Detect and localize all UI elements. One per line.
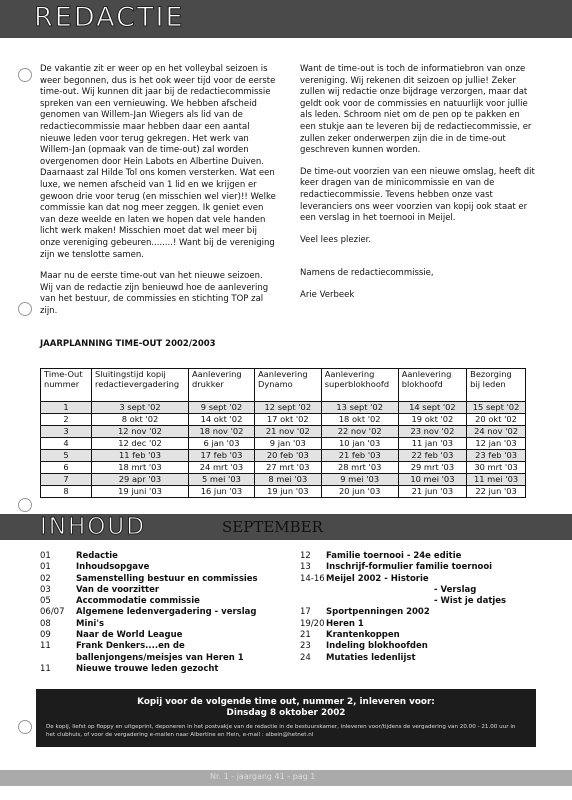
footer-bar	[0, 770, 572, 786]
contents-item-title: Meijel 2002 - Historie	[326, 573, 429, 584]
contents-item-title: Heren 1	[326, 618, 364, 629]
table-cell: 19 jun '03	[254, 486, 321, 498]
table-cell: 22 nov '02	[321, 426, 398, 438]
table-cell: 18 mrt '03	[92, 462, 189, 474]
article-paragraph: Maar nu de eerste time-out van het nieuwe seizoen. Wij van de redactie zijn benieuwd hoe de aanlevering van het bestuur, de commissies en stichting TOP zal zijn.	[40, 271, 269, 316]
table-cell: 29 mrt '03	[398, 462, 466, 474]
table-cell: 20 jun '03	[321, 486, 398, 498]
column-header: Aanlevering Dynamo	[254, 369, 321, 402]
table-cell: 17 feb '03	[189, 450, 255, 462]
column-header: Aanlevering drukker	[189, 369, 255, 402]
table-cell: 20 feb '03	[254, 450, 321, 462]
contents-page-number	[300, 596, 326, 607]
table-cell: 11 feb '03	[92, 450, 189, 462]
table-cell: 9 jan '03	[254, 438, 321, 450]
contents-item-title: ballenjongens/meisjes van Heren 1	[76, 652, 244, 663]
contents-item-title: Algemene ledenvergadering - verslag	[76, 607, 257, 618]
table-row	[41, 486, 526, 498]
table-cell: 24 mrt '03	[189, 462, 255, 474]
contents-page-number	[300, 585, 326, 596]
notice-headline: Kopij voor de volgende time out, nummer 2, inleveren voor:	[137, 697, 435, 707]
article-paragraph: Want de time-out is toch de informatiebron van onze vereniging. Wij rekenen dit seizoen op jullie! Zeker zullen wij redactie onze bijdrage verzorgen, maar dat geldt ook voor de commissies en natuurlijk voor jullie als leden. Schroom niet om de pen op te pakken en een stukje aan te leveren bij de redactiecommissie, er zullen zeker onderwerpen zijn die in de time-out geschreven kunnen worden.	[300, 64, 532, 156]
table-cell: 1	[41, 402, 92, 414]
table-cell: 21 jun '03	[398, 486, 466, 498]
table-cell: 8 mei '03	[254, 474, 321, 486]
contents-page-number: 01	[40, 562, 51, 573]
table-cell: 5	[41, 450, 92, 462]
table-cell: 8	[41, 486, 92, 498]
table-cell: 27 mrt '03	[254, 462, 321, 474]
contents-item-title: Nieuwe trouwe leden gezocht	[76, 663, 219, 674]
contents-item	[300, 596, 530, 607]
table-cell: 20 okt '02	[467, 414, 526, 426]
table-cell: 21 feb '03	[321, 450, 398, 462]
table-cell: 2	[41, 414, 92, 426]
contents-page-number: 13	[300, 562, 311, 573]
contents-page-number: 01	[40, 551, 51, 561]
table-row	[41, 426, 526, 438]
contents-item-title: Naar de World League	[76, 630, 183, 641]
table-cell: 19 juni '03	[92, 486, 189, 498]
binder-hole	[18, 302, 32, 316]
contents-page-number: 19/20	[300, 618, 325, 629]
contents-page-number: 11	[40, 663, 51, 674]
table-cell: 18 nov '02	[189, 426, 255, 438]
notice-instructions: De kopij, liefst op floppy en uitgeprint, deponeren in het postvakje van de redactie in de bestuurskamer, inleveren voor/tijdens de vergadering van 20.00 - 21.00 uur in het clubhuis, of voor de vergadering e-mailen naar Albertine en Hein, e-mail : albein@hetnet.nl	[46, 724, 516, 738]
table-cell: 19 okt '02	[398, 414, 466, 426]
table-cell: 17 okt '02	[254, 414, 321, 426]
article-left-column	[40, 64, 278, 327]
contents-item	[40, 641, 290, 652]
table-cell: 13 sept '02	[321, 402, 398, 414]
contents-page-number: 24	[300, 652, 311, 663]
column-header: Time-Out nummer	[41, 369, 92, 402]
binder-hole	[18, 498, 32, 512]
contents-item	[40, 585, 290, 596]
contents-item	[300, 562, 530, 573]
contents-item-title: Van de voorzitter	[76, 584, 160, 595]
table-cell: 29 apr '03	[92, 474, 189, 486]
table-cell: 22 feb '03	[398, 450, 466, 462]
contents-item-title: - Verslag	[434, 584, 477, 595]
contents-item	[40, 619, 290, 630]
planning-table	[40, 368, 526, 498]
page-title: REDACTIE	[34, 2, 185, 33]
contents-page-number: 23	[300, 641, 311, 652]
table-row	[41, 462, 526, 474]
contents-item	[40, 551, 290, 562]
table-cell: 14 okt '02	[189, 414, 255, 426]
table-cell: 12 jan '03	[467, 438, 526, 450]
table-cell: 9 mei '03	[321, 474, 398, 486]
table-cell: 12 nov '02	[92, 426, 189, 438]
notice-deadline: Dinsdag 8 oktober 2002	[226, 708, 346, 718]
submission-notice	[36, 689, 536, 747]
signature-line: Namens de redactiecommissie,	[300, 268, 434, 279]
contents-item-title: Sportpenningen 2002	[326, 607, 430, 618]
contents-page-number: 02	[40, 573, 51, 584]
contents-item	[300, 641, 530, 652]
contents-item-title: Inschrijf-formulier familie toernooi	[326, 562, 493, 573]
planning-title: JAARPLANNING TIME-OUT 2002/2003	[40, 339, 216, 349]
contents-item	[40, 653, 290, 664]
article-paragraph: De time-out voorzien van een nieuwe omslag, heeft dit keer dragen van de minicommissie en van de redactiecommissie. Tevens hebben onze vast leveranciers ons weer voorzien van kopij ook staat er een verslag in het toernooi in Meijel.	[300, 166, 535, 224]
table-cell: 22 jun '03	[467, 486, 526, 498]
table-cell: 23 nov '02	[398, 426, 466, 438]
contents-item-title: Familie toernooi - 24e editie	[326, 551, 462, 561]
contents-item-title: Mini's	[76, 618, 104, 629]
contents-header-bar	[0, 514, 572, 540]
contents-item	[40, 630, 290, 641]
table-cell: 6 jan '03	[189, 438, 255, 450]
contents-item-title: Inhoudsopgave	[76, 562, 150, 573]
header-bar	[0, 0, 572, 38]
contents-item	[40, 574, 290, 585]
table-cell: 16 jun '03	[189, 486, 255, 498]
contents-item	[40, 596, 290, 607]
table-cell: 12 dec '02	[92, 438, 189, 450]
table-cell: 21 nov '02	[254, 426, 321, 438]
contents-page-number: 06/07	[40, 607, 65, 618]
article-paragraph: De vakantie zit er weer op en het volleybal seizoen is weer begonnen, dus is het ook weer tijd voor de eerste time-out. Wij kunnen dit jaar bij de redactiecommissie spreken van een vernieuwing. We hebben afscheid genomen van Willem-Jan Wiegers als lid van de redactiecommissie maar hebben daar een aantal nieuwe leden voor terug gekregen. Het werk van Willem-Jan (opmaak van de time-out) zal worden overgenomen door Hein Labots en Albertine Duiven. Daarnaast zal Hilde Tol ons komen versterken. Wat een luxe, we nemen afscheid van 1 lid en we krijgen er gewoon drie voor terug (en misschien wel vier)!! Welke commissie kan dat nog meer zeggen. Ik geniet even van deze weelde en laten we hopen dat vele handen licht werk maken! Misschien moet dat wel meer bij onze vereniging gebeuren........! Want bij de vereniging zijn we tenslotte samen.	[40, 64, 276, 260]
table-header-row	[41, 369, 526, 402]
contents-page-number: 12	[300, 551, 311, 561]
contents-item	[300, 585, 530, 596]
author-name: Arie Verbeek	[300, 289, 355, 300]
contents-page-number	[40, 653, 76, 664]
column-header: Sluitingstijd kopij redactievergadering	[92, 369, 189, 402]
contents-item-title: - Wist je datjes	[434, 596, 507, 607]
contents-list-left	[40, 551, 290, 675]
contents-page-number: 17	[300, 607, 311, 618]
contents-item-title: Frank Denkers....en de	[76, 641, 185, 652]
contents-item	[300, 619, 530, 630]
table-cell: 8 okt '02	[92, 414, 189, 426]
table-row	[41, 450, 526, 462]
contents-item	[300, 630, 530, 641]
table-cell: 15 sept '02	[467, 402, 526, 414]
table-cell: 28 mrt '03	[321, 462, 398, 474]
contents-item-title: Accommodatie commissie	[76, 596, 200, 607]
table-cell: 24 nov '02	[467, 426, 526, 438]
table-cell: 10 mei '03	[398, 474, 466, 486]
contents-page-number: 11	[40, 641, 51, 652]
contents-item-title: Mutaties ledenlijst	[326, 652, 416, 663]
table-cell: 14 sept '02	[398, 402, 466, 414]
table-cell: 3 sept '02	[92, 402, 189, 414]
contents-page-number: 05	[40, 596, 51, 607]
contents-item	[300, 574, 530, 585]
table-cell: 11 mei '03	[467, 474, 526, 486]
table-cell: 30 mrt '03	[467, 462, 526, 474]
table-cell: 6	[41, 462, 92, 474]
contents-list-right	[300, 551, 530, 664]
table-cell: 3	[41, 426, 92, 438]
contents-item	[40, 562, 290, 573]
contents-item	[40, 664, 290, 675]
table-row	[41, 414, 526, 426]
article-paragraph: Veel lees plezier.	[300, 234, 372, 245]
contents-page-number: 09	[40, 630, 51, 641]
column-header: Aanlevering blokhoofd	[398, 369, 466, 402]
contents-item-title: Krantenkoppen	[326, 630, 400, 641]
binder-hole	[18, 68, 32, 82]
column-header: Aanlevering superblokhoofd	[321, 369, 398, 402]
table-cell: 7	[41, 474, 92, 486]
contents-item-title: Indeling blokhoofden	[326, 641, 428, 652]
table-cell: 11 jan '03	[398, 438, 466, 450]
contents-page-number: 08	[40, 618, 51, 629]
table-cell: 9 sept '02	[189, 402, 255, 414]
binder-hole	[18, 720, 32, 734]
contents-page-number: 14-16	[300, 573, 325, 584]
contents-item	[300, 653, 530, 664]
contents-item-title: Redactie	[76, 551, 118, 561]
contents-item	[300, 551, 530, 562]
contents-page-number: 03	[40, 584, 51, 595]
contents-item-title: Samenstelling bestuur en commissies	[76, 573, 258, 584]
contents-item	[300, 607, 530, 618]
table-row	[41, 438, 526, 450]
table-cell: 10 jan '03	[321, 438, 398, 450]
table-cell: 18 okt '02	[321, 414, 398, 426]
table-cell: 5 mei '03	[189, 474, 255, 486]
table-row	[41, 474, 526, 486]
column-header: Bezorging bij leden	[467, 369, 526, 402]
contents-title: INHOUD	[40, 514, 146, 540]
contents-item	[40, 607, 290, 618]
table-row	[41, 402, 526, 414]
page-number: Nr. 1 - jaargang 41 - pag 1	[210, 772, 316, 781]
contents-page-number: 21	[300, 630, 311, 641]
article-right-column	[300, 64, 536, 312]
contents-month: SEPTEMBER	[222, 518, 323, 536]
table-cell: 12 sept '02	[254, 402, 321, 414]
table-cell: 23 feb '03	[467, 450, 526, 462]
table-cell: 4	[41, 438, 92, 450]
